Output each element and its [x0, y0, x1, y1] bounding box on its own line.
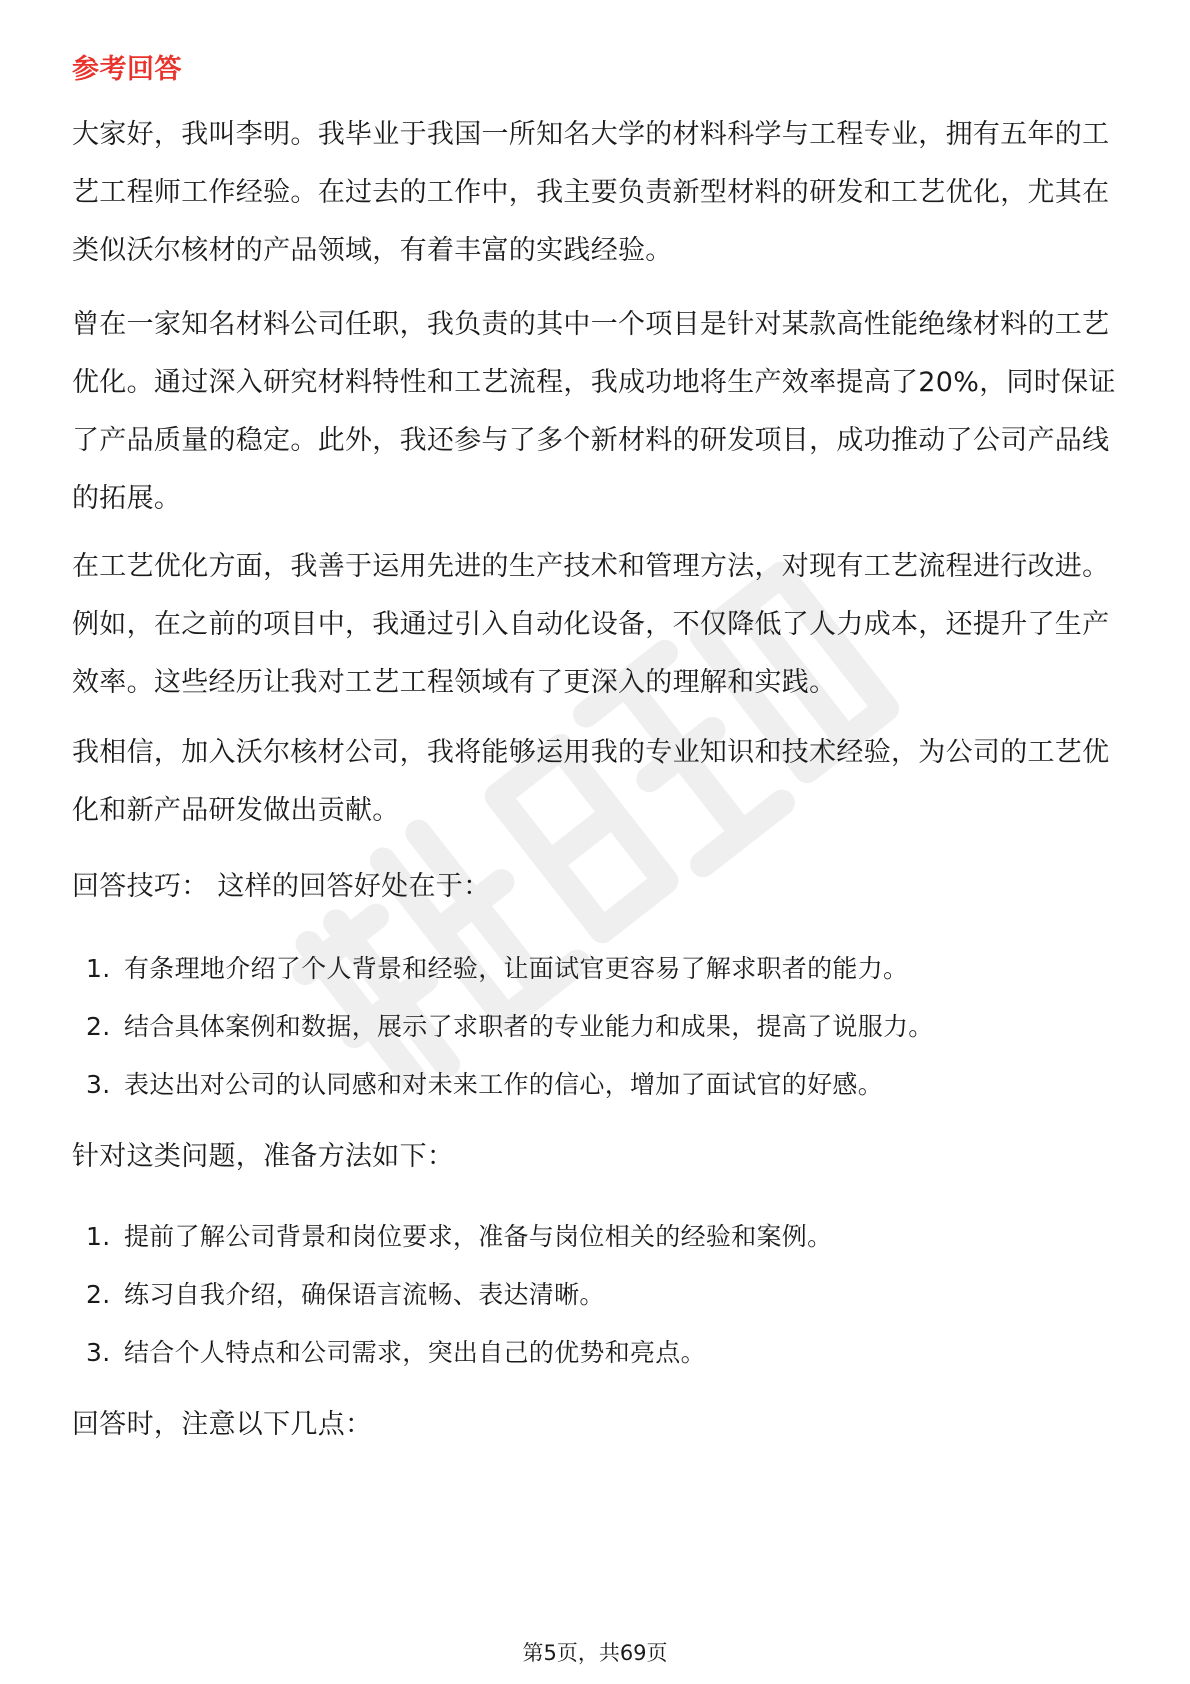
list-number: 2.	[86, 1280, 111, 1309]
notes-intro: 回答时，注意以下几点：	[72, 1409, 373, 1440]
list-text: 表达出对公司的认同感和对未来工作的信心，增加了面试官的好感。	[124, 1070, 884, 1099]
paragraph-conclusion: 我相信，加入沃尔核材公司，我将能够运用我的专业知识和技术经验，为公司的工艺优化和新产品研发做出贡献。	[72, 737, 1110, 826]
page-footer: 第5页，共69页	[522, 1641, 668, 1665]
list-item	[86, 1208, 1116, 1266]
list-number: 3.	[86, 1338, 111, 1367]
list-text: 结合个人特点和公司需求，突出自己的优势和亮点。	[124, 1338, 706, 1367]
list-number: 1.	[86, 954, 111, 983]
list-text: 提前了解公司背景和岗位要求，准备与岗位相关的经验和案例。	[124, 1222, 833, 1251]
paragraph-optimization: 在工艺优化方面，我善于运用先进的生产技术和管理方法，对现有工艺流程进行改进。例如，在之前的项目中，我通过引入自动化设备，不仅降低了人力成本，还提升了生产效率。这些经历让我对工艺工程领域有了更深入的理解和实践。	[72, 551, 1110, 698]
section-heading: 参考回答	[72, 54, 182, 85]
tips-list	[86, 940, 1116, 1114]
paragraph-experience: 曾在一家知名材料公司任职，我负责的其中一个项目是针对某款高性能绝缘材料的工艺优化。通过深入研究材料特性和工艺流程，我成功地将生产效率提高了20%，同时保证了产品质量的稳定。此外，我还参与了多个新材料的研发项目，成功推动了公司产品线的拓展。	[72, 309, 1116, 514]
list-number: 3.	[86, 1070, 111, 1099]
tips-intro: 回答技巧： 这样的回答好处在于：	[72, 871, 491, 902]
list-item	[86, 998, 1116, 1056]
prep-intro: 针对这类问题，准备方法如下：	[72, 1141, 455, 1172]
list-number: 1.	[86, 1222, 111, 1251]
list-item	[86, 1056, 1116, 1114]
list-item	[86, 1266, 1116, 1324]
paragraph-intro: 大家好，我叫李明。我毕业于我国一所知名大学的材料科学与工程专业，拥有五年的工艺工程师工作经验。在过去的工作中，我主要负责新型材料的研发和工艺优化，尤其在类似沃尔核材的产品领域，有着丰富的实践经验。	[72, 119, 1110, 266]
list-item	[86, 940, 1116, 998]
list-item	[86, 1324, 1116, 1382]
list-text: 结合具体案例和数据，展示了求职者的专业能力和成果，提高了说服力。	[124, 1012, 934, 1041]
list-text: 有条理地介绍了个人背景和经验，让面试官更容易了解求职者的能力。	[124, 954, 909, 983]
list-text: 练习自我介绍，确保语言流畅、表达清晰。	[124, 1280, 605, 1309]
prep-list	[86, 1208, 1116, 1382]
list-number: 2.	[86, 1012, 111, 1041]
